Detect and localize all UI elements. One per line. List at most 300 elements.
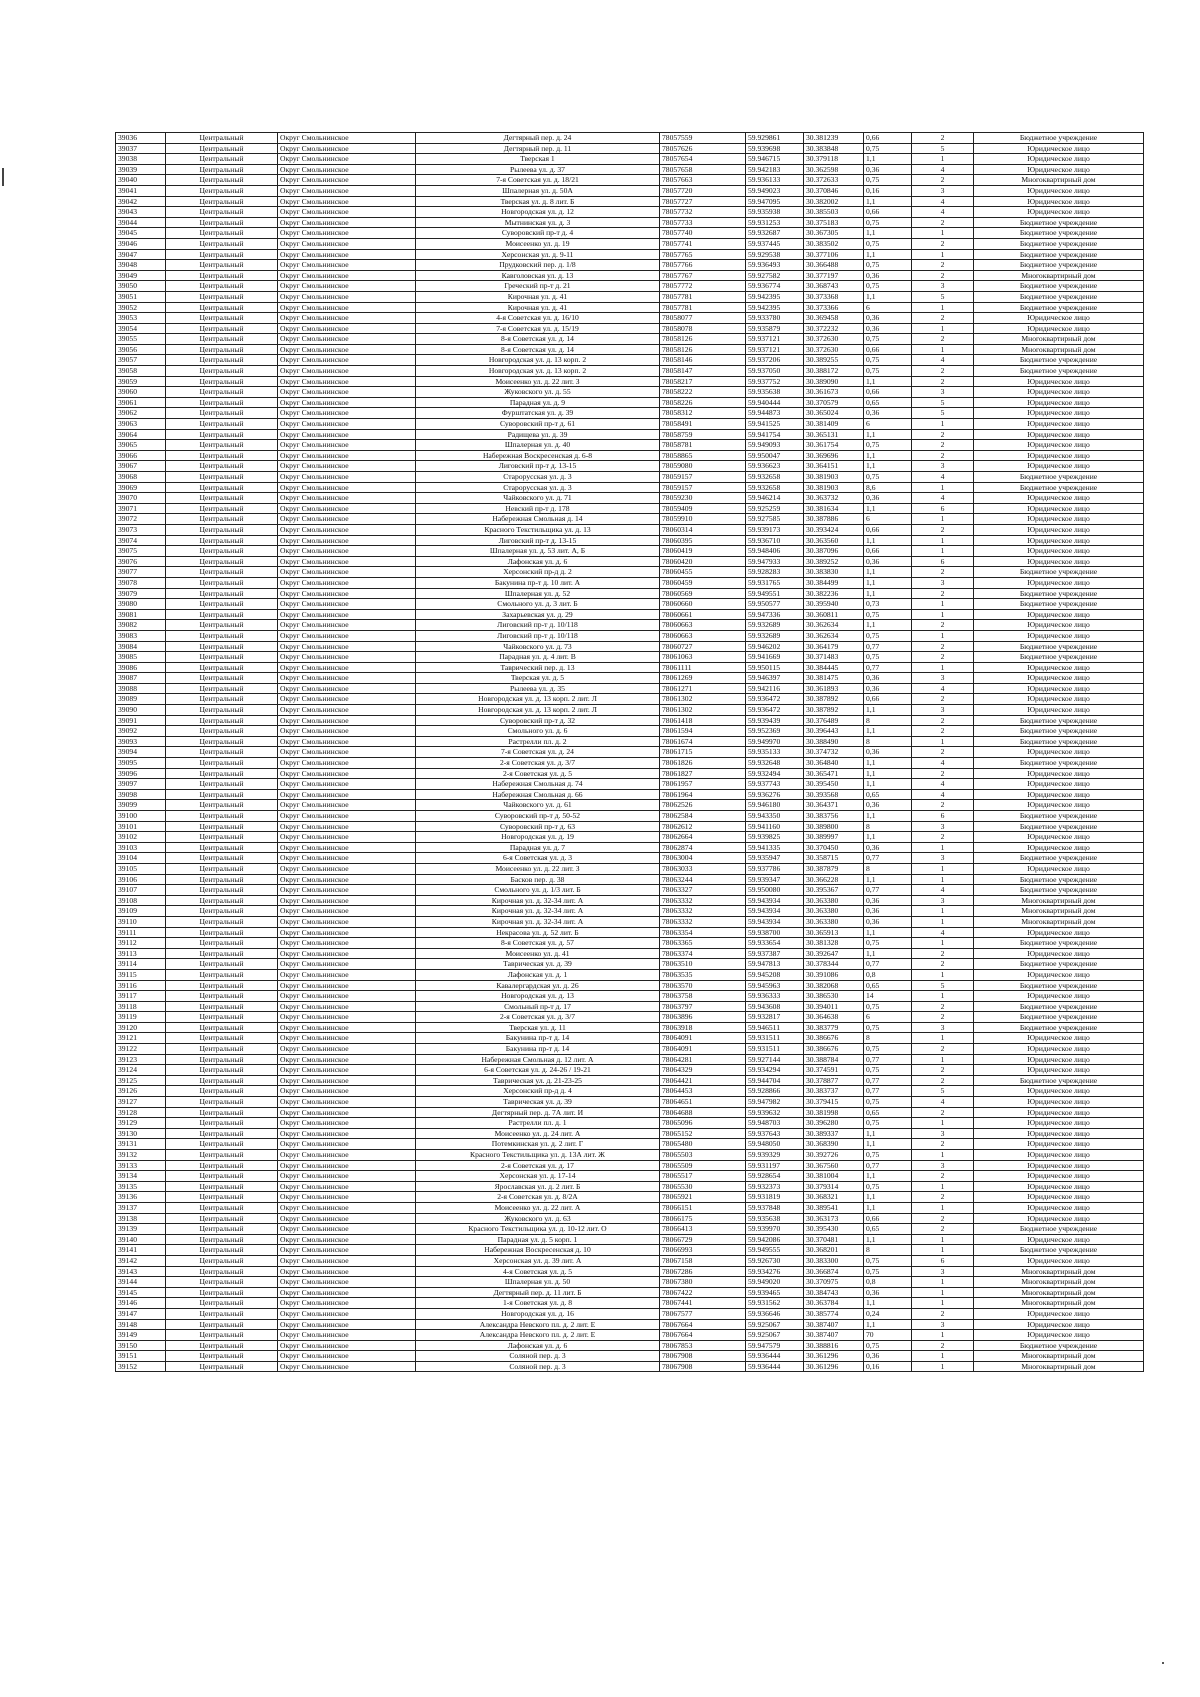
row-number-cell: 39080 [116, 599, 166, 610]
latitude-cell: 59.937848 [746, 1202, 804, 1213]
owner-type-cell: Юридическое лицо [974, 705, 1144, 716]
owner-type-cell: Бюджетное учреждение [974, 567, 1144, 578]
count-cell: 2 [912, 768, 974, 779]
latitude-cell: 59.927582 [746, 270, 804, 281]
address-cell: Суворовский пр-т д. 63 [416, 821, 660, 832]
address-cell: Кирочная ул. д. 41 [416, 302, 660, 313]
count-cell: 2 [912, 450, 974, 461]
count-cell: 2 [912, 524, 974, 535]
latitude-cell: 59.936710 [746, 535, 804, 546]
address-cell: 8-я Советская ул. д. 14 [416, 334, 660, 345]
volume-cell: 0,65 [864, 980, 912, 991]
count-cell: 3 [912, 1128, 974, 1139]
row-number-cell: 39064 [116, 429, 166, 440]
owner-type-cell: Юридическое лицо [974, 461, 1144, 472]
owner-type-cell: Юридическое лицо [974, 524, 1144, 535]
district-cell: Центральный [166, 1351, 278, 1362]
object-code-cell: 78062664 [660, 832, 746, 843]
scan-artifact-dot [1162, 1662, 1164, 1664]
row-number-cell: 39095 [116, 758, 166, 769]
longitude-cell: 30.387407 [804, 1330, 864, 1341]
latitude-cell: 59.937050 [746, 366, 804, 377]
address-cell: Парадная ул. д. 9 [416, 397, 660, 408]
volume-cell: 0,77 [864, 885, 912, 896]
owner-type-cell: Бюджетное учреждение [974, 652, 1144, 663]
longitude-cell: 30.382002 [804, 196, 864, 207]
volume-cell: 1,1 [864, 768, 912, 779]
object-code-cell: 78065096 [660, 1118, 746, 1129]
municipal-okrug-cell: Округ Смольнинское [278, 948, 416, 959]
municipal-okrug-cell: Округ Смольнинское [278, 969, 416, 980]
owner-type-cell: Юридическое лицо [974, 313, 1144, 324]
address-cell: Ярославская ул. д. 2 лит. Б [416, 1181, 660, 1192]
address-cell: Парадная ул. д. 4 лит. В [416, 652, 660, 663]
district-cell: Центральный [166, 1171, 278, 1182]
municipal-okrug-cell: Округ Смольнинское [278, 768, 416, 779]
owner-type-cell: Бюджетное учреждение [974, 1245, 1144, 1256]
latitude-cell: 59.947933 [746, 556, 804, 567]
district-cell: Центральный [166, 1160, 278, 1171]
district-cell: Центральный [166, 493, 278, 504]
owner-type-cell: Юридическое лицо [974, 1234, 1144, 1245]
table-row [116, 800, 1144, 811]
row-number-cell: 39141 [116, 1245, 166, 1256]
row-number-cell: 39106 [116, 874, 166, 885]
row-number-cell: 39102 [116, 832, 166, 843]
owner-type-cell: Юридическое лицо [974, 789, 1144, 800]
volume-cell: 0,75 [864, 217, 912, 228]
table-row [116, 927, 1144, 938]
volume-cell: 0,75 [864, 334, 912, 345]
district-cell: Центральный [166, 217, 278, 228]
row-number-cell: 39055 [116, 334, 166, 345]
row-number-cell: 39059 [116, 376, 166, 387]
address-cell: Кирочная ул. д. 32-34 лит. А [416, 906, 660, 917]
latitude-cell: 59.932817 [746, 1012, 804, 1023]
count-cell: 1 [912, 1033, 974, 1044]
owner-type-cell: Бюджетное учреждение [974, 482, 1144, 493]
table-row [116, 1150, 1144, 1161]
object-code-cell: 78060663 [660, 630, 746, 641]
volume-cell: 0,75 [864, 1065, 912, 1076]
volume-cell: 0,77 [864, 853, 912, 864]
owner-type-cell: Юридическое лицо [974, 419, 1144, 430]
table-row [116, 472, 1144, 483]
owner-type-cell: Бюджетное учреждение [974, 1012, 1144, 1023]
longitude-cell: 30.381328 [804, 938, 864, 949]
volume-cell: 70 [864, 1330, 912, 1341]
object-code-cell: 78067380 [660, 1277, 746, 1288]
row-number-cell: 39052 [116, 302, 166, 313]
count-cell: 1 [912, 599, 974, 610]
municipal-okrug-cell: Округ Смольнинское [278, 196, 416, 207]
volume-cell: 1,1 [864, 620, 912, 631]
object-code-cell: 78063758 [660, 991, 746, 1002]
latitude-cell: 59.935638 [746, 1213, 804, 1224]
latitude-cell: 59.937445 [746, 238, 804, 249]
table-row [116, 1224, 1144, 1235]
object-code-cell: 78060395 [660, 535, 746, 546]
row-number-cell: 39123 [116, 1054, 166, 1065]
count-cell: 1 [912, 842, 974, 853]
district-cell: Центральный [166, 1308, 278, 1319]
row-number-cell: 39093 [116, 736, 166, 747]
latitude-cell: 59.950080 [746, 885, 804, 896]
count-cell: 2 [912, 1139, 974, 1150]
owner-type-cell: Юридическое лицо [974, 503, 1144, 514]
owner-type-cell: Юридическое лицо [974, 991, 1144, 1002]
count-cell: 2 [912, 1075, 974, 1086]
owner-type-cell: Юридическое лицо [974, 694, 1144, 705]
table-row [116, 1330, 1144, 1341]
row-number-cell: 39115 [116, 969, 166, 980]
object-code-cell: 78064453 [660, 1086, 746, 1097]
object-code-cell: 78057658 [660, 164, 746, 175]
municipal-okrug-cell: Округ Смольнинское [278, 779, 416, 790]
owner-type-cell: Юридическое лицо [974, 1150, 1144, 1161]
owner-type-cell: Бюджетное учреждение [974, 588, 1144, 599]
latitude-cell: 59.948406 [746, 546, 804, 557]
longitude-cell: 30.395940 [804, 599, 864, 610]
object-code-cell: 78067664 [660, 1330, 746, 1341]
address-cell: Фурштатская ул. д. 39 [416, 408, 660, 419]
address-cell: 6-я Советская ул. д. 24-26 / 19-21 [416, 1065, 660, 1076]
address-cell: Лафонская ул. д. 1 [416, 969, 660, 980]
object-code-cell: 78060727 [660, 641, 746, 652]
latitude-cell: 59.943934 [746, 906, 804, 917]
longitude-cell: 30.365024 [804, 408, 864, 419]
row-number-cell: 39120 [116, 1022, 166, 1033]
row-number-cell: 39090 [116, 705, 166, 716]
owner-type-cell: Юридическое лицо [974, 577, 1144, 588]
address-cell: Новгородская ул. д. 13 корп. 2 лит. Л [416, 694, 660, 705]
table-row [116, 683, 1144, 694]
address-cell: Дегтярный пер. д. 7А лит. И [416, 1107, 660, 1118]
municipal-okrug-cell: Округ Смольнинское [278, 503, 416, 514]
volume-cell: 8 [864, 1033, 912, 1044]
longitude-cell: 30.371483 [804, 652, 864, 663]
municipal-okrug-cell: Округ Смольнинское [278, 185, 416, 196]
longitude-cell: 30.383848 [804, 143, 864, 154]
row-number-cell: 39149 [116, 1330, 166, 1341]
owner-type-cell: Юридическое лицо [974, 842, 1144, 853]
row-number-cell: 39048 [116, 260, 166, 271]
latitude-cell: 59.932689 [746, 630, 804, 641]
owner-type-cell: Юридическое лицо [974, 207, 1144, 218]
table-row [116, 164, 1144, 175]
district-cell: Центральный [166, 620, 278, 631]
count-cell: 2 [912, 948, 974, 959]
municipal-okrug-cell: Округ Смольнинское [278, 927, 416, 938]
object-code-cell: 78059230 [660, 493, 746, 504]
longitude-cell: 30.382068 [804, 980, 864, 991]
longitude-cell: 30.366228 [804, 874, 864, 885]
object-code-cell: 78067908 [660, 1361, 746, 1372]
address-cell: Дегтярный пер. д. 11 [416, 143, 660, 154]
district-cell: Центральный [166, 207, 278, 218]
count-cell: 2 [912, 334, 974, 345]
table-row [116, 1107, 1144, 1118]
municipal-okrug-cell: Округ Смольнинское [278, 366, 416, 377]
row-number-cell: 39107 [116, 885, 166, 896]
count-cell: 3 [912, 1160, 974, 1171]
district-cell: Центральный [166, 1022, 278, 1033]
address-cell: Кавголовская ул. д. 13 [416, 270, 660, 281]
table-row [116, 1213, 1144, 1224]
longitude-cell: 30.395430 [804, 1224, 864, 1235]
district-cell: Центральный [166, 1118, 278, 1129]
address-cell: Набережная Смольная д. 66 [416, 789, 660, 800]
owner-type-cell: Юридическое лицо [974, 514, 1144, 525]
latitude-cell: 59.931511 [746, 1033, 804, 1044]
count-cell: 3 [912, 853, 974, 864]
row-number-cell: 39060 [116, 387, 166, 398]
owner-type-cell: Юридическое лицо [974, 408, 1144, 419]
district-cell: Центральный [166, 387, 278, 398]
longitude-cell: 30.392647 [804, 948, 864, 959]
address-cell: Парадная ул. д. 7 [416, 842, 660, 853]
address-cell: Греческий пр-т д. 21 [416, 281, 660, 292]
district-cell: Центральный [166, 133, 278, 144]
address-cell: Таврическая ул. д. 21-23-25 [416, 1075, 660, 1086]
district-cell: Центральный [166, 238, 278, 249]
table-row [116, 1277, 1144, 1288]
object-code-cell: 78057733 [660, 217, 746, 228]
latitude-cell: 59.942183 [746, 164, 804, 175]
volume-cell: 0,36 [864, 895, 912, 906]
count-cell: 2 [912, 694, 974, 705]
table-row [116, 1097, 1144, 1108]
municipal-okrug-cell: Округ Смольнинское [278, 1150, 416, 1161]
latitude-cell: 59.946397 [746, 673, 804, 684]
longitude-cell: 30.383779 [804, 1022, 864, 1033]
row-number-cell: 39053 [116, 313, 166, 324]
municipal-okrug-cell: Округ Смольнинское [278, 1202, 416, 1213]
address-cell: Захарьевская ул. д. 29 [416, 609, 660, 620]
object-code-cell: 78060459 [660, 577, 746, 588]
owner-type-cell: Многоквартирный дом [974, 1361, 1144, 1372]
object-code-cell: 78063004 [660, 853, 746, 864]
district-cell: Центральный [166, 683, 278, 694]
latitude-cell: 59.943934 [746, 916, 804, 927]
row-number-cell: 39045 [116, 228, 166, 239]
longitude-cell: 30.379314 [804, 1181, 864, 1192]
address-cell: Красного Текстильщика ул. д. 13 [416, 524, 660, 535]
municipal-okrug-cell: Округ Смольнинское [278, 1181, 416, 1192]
district-cell: Центральный [166, 1012, 278, 1023]
longitude-cell: 30.395450 [804, 779, 864, 790]
count-cell: 1 [912, 630, 974, 641]
latitude-cell: 59.942395 [746, 291, 804, 302]
object-code-cell: 78065480 [660, 1139, 746, 1150]
latitude-cell: 59.932658 [746, 472, 804, 483]
address-cell: Радищева ул. д. 39 [416, 429, 660, 440]
row-number-cell: 39047 [116, 249, 166, 260]
municipal-okrug-cell: Округ Смольнинское [278, 270, 416, 281]
object-code-cell: 78063332 [660, 916, 746, 927]
object-code-cell: 78063244 [660, 874, 746, 885]
volume-cell: 0,16 [864, 185, 912, 196]
longitude-cell: 30.383300 [804, 1255, 864, 1266]
latitude-cell: 59.949023 [746, 185, 804, 196]
object-code-cell: 78058759 [660, 429, 746, 440]
municipal-okrug-cell: Округ Смольнинское [278, 630, 416, 641]
address-cell: Растрелли пл. д. 1 [416, 1118, 660, 1129]
object-code-cell: 78064688 [660, 1107, 746, 1118]
address-cell: Тверская ул. д. 8 лит. Б [416, 196, 660, 207]
district-cell: Центральный [166, 334, 278, 345]
object-code-cell: 78057559 [660, 133, 746, 144]
table-row [116, 429, 1144, 440]
volume-cell: 0,16 [864, 1361, 912, 1372]
volume-cell: 0,36 [864, 1287, 912, 1298]
municipal-okrug-cell: Округ Смольнинское [278, 832, 416, 843]
latitude-cell: 59.932658 [746, 482, 804, 493]
longitude-cell: 30.391086 [804, 969, 864, 980]
table-row [116, 736, 1144, 747]
count-cell: 4 [912, 885, 974, 896]
longitude-cell: 30.368390 [804, 1139, 864, 1150]
row-number-cell: 39132 [116, 1150, 166, 1161]
address-cell: Новгородская ул. д. 12 [416, 207, 660, 218]
table-row [116, 1160, 1144, 1171]
address-cell: 6-я Советская ул. д. 3 [416, 853, 660, 864]
longitude-cell: 30.368743 [804, 281, 864, 292]
volume-cell: 1,1 [864, 927, 912, 938]
count-cell: 3 [912, 577, 974, 588]
table-row [116, 217, 1144, 228]
address-cell: 7-я Советская ул. д. 24 [416, 747, 660, 758]
latitude-cell: 59.943608 [746, 1001, 804, 1012]
latitude-cell: 59.939439 [746, 715, 804, 726]
district-cell: Центральный [166, 599, 278, 610]
row-number-cell: 39150 [116, 1340, 166, 1351]
count-cell: 2 [912, 260, 974, 271]
table-row [116, 291, 1144, 302]
object-code-cell: 78063332 [660, 895, 746, 906]
volume-cell: 0,75 [864, 355, 912, 366]
owner-type-cell: Бюджетное учреждение [974, 938, 1144, 949]
table-row [116, 673, 1144, 684]
row-number-cell: 39077 [116, 567, 166, 578]
row-number-cell: 39046 [116, 238, 166, 249]
volume-cell: 1,1 [864, 1319, 912, 1330]
count-cell: 1 [912, 662, 974, 673]
volume-cell: 0,24 [864, 1308, 912, 1319]
object-code-cell: 78067422 [660, 1287, 746, 1298]
object-code-cell: 78064421 [660, 1075, 746, 1086]
count-cell: 2 [912, 366, 974, 377]
count-cell: 3 [912, 1266, 974, 1277]
municipal-okrug-cell: Округ Смольнинское [278, 1340, 416, 1351]
address-cell: Тверская ул. д. 11 [416, 1022, 660, 1033]
volume-cell: 0,36 [864, 842, 912, 853]
table-row [116, 535, 1144, 546]
municipal-okrug-cell: Округ Смольнинское [278, 863, 416, 874]
address-cell: Моисеенко ул. д. 22 лит. А [416, 1202, 660, 1213]
longitude-cell: 30.370481 [804, 1234, 864, 1245]
table-row [116, 556, 1144, 567]
municipal-okrug-cell: Округ Смольнинское [278, 938, 416, 949]
count-cell: 1 [912, 1287, 974, 1298]
count-cell: 1 [912, 1234, 974, 1245]
latitude-cell: 59.933654 [746, 938, 804, 949]
longitude-cell: 30.386676 [804, 1033, 864, 1044]
row-number-cell: 39075 [116, 546, 166, 557]
address-cell: Лиговский пр-т д. 10/118 [416, 630, 660, 641]
municipal-okrug-cell: Округ Смольнинское [278, 291, 416, 302]
object-code-cell: 78061674 [660, 736, 746, 747]
district-cell: Центральный [166, 260, 278, 271]
owner-type-cell: Юридическое лицо [974, 154, 1144, 165]
count-cell: 3 [912, 185, 974, 196]
address-cell: Новгородская ул. д. 16 [416, 1308, 660, 1319]
row-number-cell: 39038 [116, 154, 166, 165]
volume-cell: 0,36 [864, 916, 912, 927]
municipal-okrug-cell: Округ Смольнинское [278, 853, 416, 864]
object-code-cell: 78064281 [660, 1054, 746, 1065]
owner-type-cell: Юридическое лицо [974, 397, 1144, 408]
object-code-cell: 78063332 [660, 906, 746, 917]
owner-type-cell: Бюджетное учреждение [974, 281, 1144, 292]
latitude-cell: 59.939970 [746, 1224, 804, 1235]
address-cell: Лиговский пр-т д. 13-15 [416, 461, 660, 472]
longitude-cell: 30.389255 [804, 355, 864, 366]
owner-type-cell: Бюджетное учреждение [974, 228, 1144, 239]
table-row [116, 768, 1144, 779]
volume-cell: 0,77 [864, 1075, 912, 1086]
table-row [116, 641, 1144, 652]
address-cell: Мытнинская ул. д. 3 [416, 217, 660, 228]
table-row [116, 1022, 1144, 1033]
count-cell: 6 [912, 811, 974, 822]
volume-cell: 1,1 [864, 832, 912, 843]
district-cell: Центральный [166, 1139, 278, 1150]
table-row [116, 652, 1144, 663]
municipal-okrug-cell: Округ Смольнинское [278, 429, 416, 440]
latitude-cell: 59.946180 [746, 800, 804, 811]
owner-type-cell: Юридическое лицо [974, 376, 1144, 387]
district-cell: Центральный [166, 895, 278, 906]
row-number-cell: 39069 [116, 482, 166, 493]
owner-type-cell: Юридическое лицо [974, 546, 1144, 557]
address-cell: Парадная ул. д. 5 корп. 1 [416, 1234, 660, 1245]
volume-cell: 0,75 [864, 938, 912, 949]
owner-type-cell: Бюджетное учреждение [974, 1340, 1144, 1351]
object-code-cell: 78057741 [660, 238, 746, 249]
address-cell: Соляной пер. д. 3 [416, 1351, 660, 1362]
latitude-cell: 59.946715 [746, 154, 804, 165]
row-number-cell: 39039 [116, 164, 166, 175]
table-body [116, 133, 1144, 1372]
volume-cell: 0,8 [864, 969, 912, 980]
row-number-cell: 39094 [116, 747, 166, 758]
row-number-cell: 39056 [116, 344, 166, 355]
table-row [116, 1245, 1144, 1256]
latitude-cell: 59.949551 [746, 588, 804, 599]
latitude-cell: 59.946511 [746, 1022, 804, 1033]
owner-type-cell: Бюджетное учреждение [974, 260, 1144, 271]
object-code-cell: 78063570 [660, 980, 746, 991]
table-row [116, 1266, 1144, 1277]
volume-cell: 0,75 [864, 366, 912, 377]
municipal-okrug-cell: Округ Смольнинское [278, 705, 416, 716]
row-number-cell: 39114 [116, 959, 166, 970]
volume-cell: 1,1 [864, 461, 912, 472]
count-cell: 1 [912, 938, 974, 949]
table-row [116, 609, 1144, 620]
municipal-okrug-cell: Округ Смольнинское [278, 524, 416, 535]
